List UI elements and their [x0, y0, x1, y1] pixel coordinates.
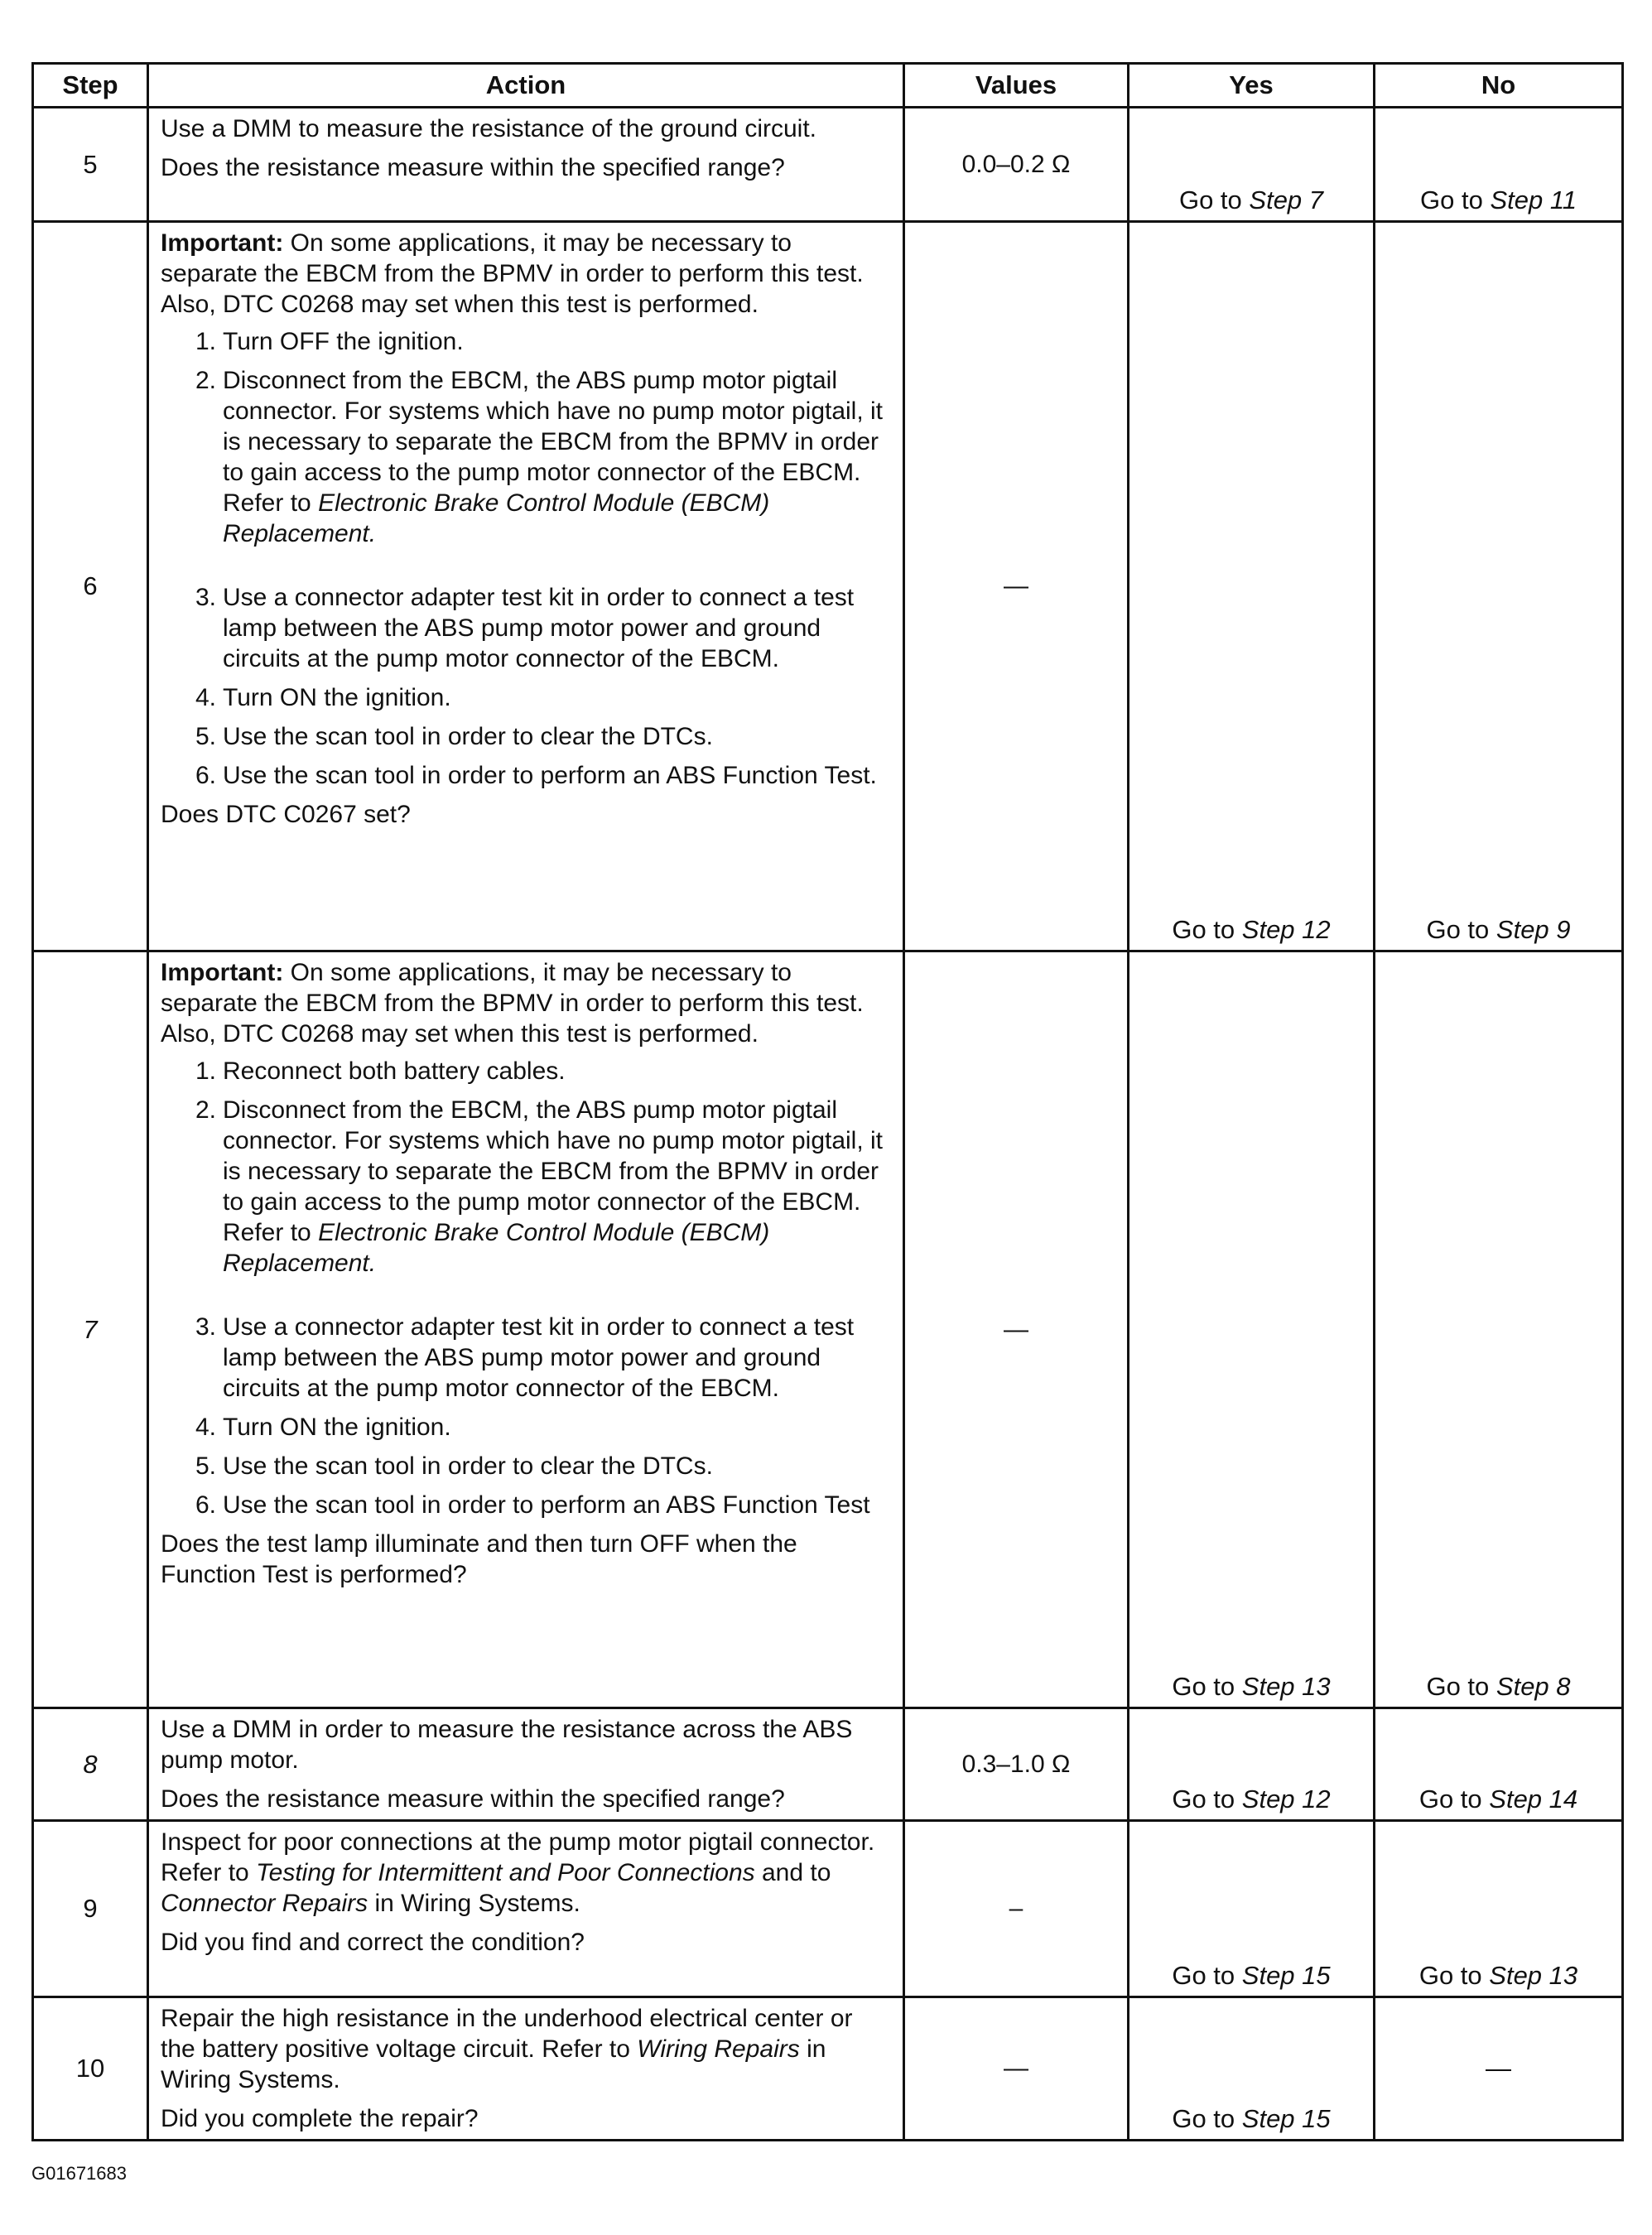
step-number: 8 [33, 1708, 148, 1821]
yes-cell [1129, 951, 1375, 1708]
table-row [33, 951, 1623, 1708]
list-item-text: Use the scan tool in order to perform an ABS Function Test. [223, 762, 877, 789]
table-row [33, 1821, 1623, 1997]
table-row [33, 108, 1623, 222]
value-cell: – [904, 1821, 1129, 1997]
list-item: 6. Use the scan tool in order to perform an ABS Function Test [195, 1491, 870, 1519]
step-number: 10 [33, 1997, 148, 2141]
no-step: Step 14 [1489, 1785, 1578, 1814]
reference-link-text: Electronic Brake Control Module (EBCM) Replacement. [223, 489, 770, 547]
important-label: Important: [161, 229, 284, 257]
header-values: Values [904, 64, 1129, 108]
important-text: On some applications, it may be necessary to separate the EBCM from the BPMV in order to perform this test. Also, DTC C0268 may set when this test is performed. [161, 229, 864, 318]
yes-cell [1129, 1708, 1375, 1821]
list-item: 5. Use the scan tool in order to clear the DTCs. [195, 723, 713, 750]
go-to-label: Go to [1419, 185, 1483, 214]
header-no: No [1375, 64, 1623, 108]
list-item: 6. Use the scan tool in order to perform an ABS Function Test. [195, 762, 877, 789]
question-text: Does the test lamp illuminate and then turn OFF when the Function Test is performed? [161, 1530, 797, 1588]
list-item: 2. Disconnect from the EBCM, the ABS pump motor pigtail connector. For systems which have no pump motor pigtail, it is necessary to separate the EBCM from the BPMV in order to gain access to the pump motor connector of the EBCM. Refer to Electronic Brake Control Module (EBCM) Replacement. [195, 1096, 884, 1277]
go-to-label: Go to [1172, 2104, 1235, 2133]
go-to-label: Go to [1426, 1672, 1490, 1701]
action-cell [148, 108, 904, 222]
no-cell [1375, 222, 1623, 951]
table-row [33, 222, 1623, 951]
reference-link-text: Wiring Repairs [637, 2035, 800, 2063]
question-text: Does DTC C0267 set? [161, 801, 411, 828]
header-row [33, 64, 1623, 108]
step-number: 6 [33, 222, 148, 951]
action-text-part: in Wiring Systems. [374, 1890, 580, 1917]
diagnostic-table [31, 62, 1624, 2141]
action-cell [148, 1821, 904, 1997]
go-to-label: Go to [1172, 915, 1235, 944]
list-item-text: Use the scan tool in order to clear the DTCs. [223, 723, 713, 750]
question-text: Did you complete the repair? [161, 2105, 479, 2132]
list-item-text: Reconnect both battery cables. [223, 1057, 566, 1085]
list-item-text: Use a connector adapter test kit in order to connect a test lamp between the ABS pump motor power and ground circuits at the pump motor connector of the EBCM. [223, 1313, 855, 1402]
action-text: Use a DMM to measure the resistance of the ground circuit. [161, 115, 817, 142]
list-item-text: Turn ON the ignition. [223, 684, 451, 711]
header-action: Action [148, 64, 904, 108]
no-step: Step 8 [1495, 1672, 1571, 1701]
step-number: 5 [33, 108, 148, 222]
yes-cell [1129, 222, 1375, 951]
important-note [161, 228, 891, 320]
yes-step: Step 12 [1241, 915, 1331, 944]
value-cell: — [904, 951, 1129, 1708]
reference-link-text: Electronic Brake Control Module (EBCM) Replacement. [223, 1219, 770, 1277]
yes-goto [1129, 2104, 1373, 2134]
list-item: 3. Use a connector adapter test kit in order to connect a test lamp between the ABS pump motor power and ground circuits at the pump motor connector of the EBCM. [195, 584, 855, 672]
important-text: On some applications, it may be necessary to separate the EBCM from the BPMV in order to perform this test. Also, DTC C0268 may set when this test is performed. [161, 959, 864, 1048]
list-item-text: Use the scan tool in order to clear the DTCs. [223, 1452, 713, 1480]
yes-step: Step 15 [1241, 2104, 1331, 2133]
yes-goto [1129, 1672, 1373, 1702]
action-text-part: Inspect for poor connections at the pump motor pigtail connector. Refer to [161, 1828, 875, 1886]
go-to-label: Go to [1172, 1672, 1235, 1701]
figure-id: G01671683 [31, 2163, 127, 2184]
list-item: 4. Turn ON the ignition. [195, 684, 451, 711]
list-item-text: Use the scan tool in order to perform an ABS Function Test [223, 1491, 870, 1519]
question-text: Does the resistance measure within the specified range? [161, 1785, 785, 1813]
no-step: Step 9 [1495, 915, 1571, 944]
value-cell: — [904, 222, 1129, 951]
action-text [161, 2003, 891, 2095]
yes-cell [1129, 1821, 1375, 1997]
step-number: 9 [33, 1821, 148, 1997]
yes-step: Step 15 [1241, 1961, 1331, 1990]
go-to-label: Go to [1172, 1785, 1235, 1814]
yes-step: Step 13 [1241, 1672, 1331, 1701]
go-to-label: Go to [1418, 1961, 1482, 1990]
action-cell [148, 1708, 904, 1821]
list-item: 2. Disconnect from the EBCM, the ABS pump motor pigtail connector. For systems which have no pump motor pigtail, it is necessary to separate the EBCM from the BPMV in order to gain access to the pump motor connector of the EBCM. Refer to Electronic Brake Control Module (EBCM) Replacement. [195, 367, 884, 547]
question-text: Did you find and correct the condition? [161, 1929, 585, 1956]
list-item-text: Disconnect from the EBCM, the ABS pump motor pigtail connector. For systems which have no pump motor pigtail, it is necessary to separate the EBCM from the BPMV in order to gain access to the pump motor connector of the EBCM. Refer to [223, 1096, 884, 1246]
go-to-label: Go to [1418, 1785, 1482, 1814]
procedure-list [161, 326, 891, 791]
no-cell [1375, 1821, 1623, 1997]
reference-link-text: Testing for Intermittent and Poor Connections [256, 1859, 755, 1886]
procedure-list [161, 1056, 891, 1520]
no-goto [1375, 185, 1621, 215]
action-text: Use a DMM in order to measure the resistance across the ABS pump motor. [161, 1716, 853, 1774]
list-item: 4. Turn ON the ignition. [195, 1414, 451, 1441]
no-cell [1375, 108, 1623, 222]
question-text: Does the resistance measure within the specified range? [161, 154, 785, 181]
no-goto [1375, 1785, 1621, 1814]
action-text [161, 1827, 891, 1919]
value-cell: 0.3–1.0 Ω [904, 1708, 1129, 1821]
no-goto [1375, 1961, 1621, 1991]
no-step: Step 13 [1489, 1961, 1578, 1990]
header-yes: Yes [1129, 64, 1375, 108]
yes-step: Step 7 [1249, 185, 1324, 214]
no-cell [1375, 1997, 1623, 2141]
go-to-label: Go to [1178, 185, 1242, 214]
no-goto [1375, 1672, 1621, 1702]
important-label: Important: [161, 959, 284, 986]
no-cell [1375, 1708, 1623, 1821]
action-text-part: and to [761, 1859, 831, 1886]
value-cell: 0.0–0.2 Ω [904, 108, 1129, 222]
no-cell [1375, 951, 1623, 1708]
list-item-text: Use a connector adapter test kit in order to connect a test lamp between the ABS pump motor power and ground circuits at the pump motor connector of the EBCM. [223, 584, 855, 672]
no-step: Step 11 [1490, 185, 1577, 214]
go-to-label: Go to [1172, 1961, 1235, 1990]
table-row [33, 1708, 1623, 1821]
action-cell [148, 222, 904, 951]
header-step: Step [33, 64, 148, 108]
important-note [161, 957, 891, 1049]
value-cell: — [904, 1997, 1129, 2141]
action-text-part: Repair the high resistance in the underhood electrical center or the battery positive voltage circuit. Refer to [161, 2005, 853, 2063]
action-text-part: in Wiring Systems. [161, 2035, 826, 2093]
list-item: 1. Reconnect both battery cables. [195, 1057, 566, 1085]
yes-goto [1129, 1961, 1373, 1991]
action-cell [148, 1997, 904, 2141]
step-number: 7 [33, 951, 148, 1708]
list-item-text: Disconnect from the EBCM, the ABS pump motor pigtail connector. For systems which have no pump motor pigtail, it is necessary to separate the EBCM from the BPMV in order to gain access to the pump motor connector of the EBCM. Refer to [223, 367, 884, 517]
list-item-text: Turn ON the ignition. [223, 1414, 451, 1441]
list-item: 3. Use a connector adapter test kit in order to connect a test lamp between the ABS pump motor power and ground circuits at the pump motor connector of the EBCM. [195, 1313, 855, 1402]
yes-cell [1129, 108, 1375, 222]
yes-goto [1129, 915, 1373, 945]
table-row [33, 1997, 1623, 2141]
yes-goto [1129, 185, 1373, 215]
go-to-label: Go to [1426, 915, 1490, 944]
yes-goto [1129, 1785, 1373, 1814]
list-item: 5. Use the scan tool in order to clear the DTCs. [195, 1452, 713, 1480]
yes-step: Step 12 [1241, 1785, 1331, 1814]
list-item: 1. Turn OFF the ignition. [195, 328, 464, 355]
reference-link-text: Connector Repairs [161, 1890, 368, 1917]
no-value: — [1486, 2054, 1511, 2083]
action-cell [148, 951, 904, 1708]
no-goto [1375, 915, 1621, 945]
yes-cell [1129, 1997, 1375, 2141]
list-item-text: Turn OFF the ignition. [223, 328, 464, 355]
